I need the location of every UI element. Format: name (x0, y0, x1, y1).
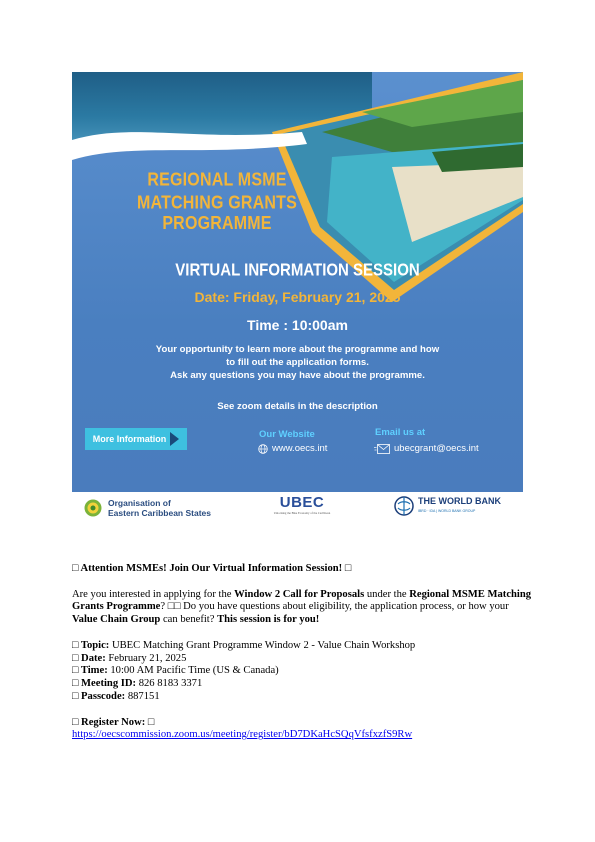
session-heading: VIRTUAL INFORMATION SESSION (175, 260, 420, 281)
intro-bold: This session is for you! (217, 614, 320, 626)
passcode-value: 887151 (125, 690, 160, 702)
meeting-id-value: 826 8183 3371 (136, 678, 203, 690)
intro-text: ? □□ Do you have questions about eligibility, the application process, or how your (160, 601, 509, 613)
intro-text: under the (364, 588, 410, 600)
passcode-label: □ Passcode: (72, 690, 126, 702)
date-value: February 21, 2025 (105, 652, 187, 664)
website-heading: Our Website (259, 429, 315, 440)
date-label: □ Date: (72, 652, 106, 664)
attention-heading: □ Attention MSMEs! Join Our Virtual Information Session! □ (72, 563, 352, 574)
session-description (72, 343, 523, 382)
email-heading: Email us at (375, 427, 426, 438)
poster-title-line1: REGIONAL MSME (147, 170, 287, 191)
session-time: Time : 10:00am (247, 317, 348, 333)
ubec-logo (262, 494, 342, 515)
desc-line: Ask any questions you may have about the programme. (170, 370, 425, 381)
zoom-note: See zoom details in the description (217, 401, 378, 412)
poster-title-line2: MATCHING GRANTS PROGRAMME (136, 193, 298, 234)
oecs-name-line1: Organisation of (108, 498, 171, 508)
sponsor-logos-bar (72, 492, 523, 523)
intro-text: can benefit? (160, 614, 218, 626)
world-bank-globe-icon (394, 496, 414, 516)
desc-line: Your opportunity to learn more about the programme and how (155, 344, 440, 355)
session-date: Date: Friday, February 21, 2025 (194, 289, 401, 305)
intro-text: Are you interested in applying for the (72, 588, 235, 600)
meeting-id-line (72, 678, 532, 691)
more-information-label: More Information (92, 434, 167, 444)
intro-bold: Regional MSME Matching Grants Programme (72, 588, 532, 613)
intro-paragraph (72, 589, 532, 627)
globe-icon (258, 444, 268, 454)
oecs-logo (84, 498, 211, 518)
intro-bold: Value Chain Group (72, 614, 161, 626)
passcode-line (72, 691, 532, 704)
time-value: 10:00 AM Pacific Time (US & Canada) (107, 665, 279, 677)
email-text: ubecgrant@oecs.int (394, 443, 479, 454)
topic-value: UBEC Matching Grant Programme Window 2 - Value Chain Workshop (109, 639, 416, 651)
world-bank-logo (394, 496, 501, 516)
email-link[interactable] (374, 443, 479, 454)
more-information-button[interactable] (85, 428, 187, 450)
meeting-id-label: □ Meeting ID: (72, 678, 137, 690)
world-bank-name: THE WORLD BANK (418, 496, 501, 506)
register-heading: □ Register Now: □ (72, 716, 155, 728)
desc-line: to fill out the application forms. (226, 357, 369, 368)
oecs-name-line2: Eastern Caribbean States (108, 508, 211, 518)
register-link[interactable]: https://oecscommission.zoom.us/meeting/register/bD7DKaHcSQqVfsfxzfS9Rw (72, 729, 413, 741)
website-text: www.oecs.int (272, 443, 328, 454)
intro-bold: Window 2 Call for Proposals (234, 588, 365, 600)
oecs-emblem-icon (84, 499, 102, 517)
topic-line (72, 640, 532, 653)
play-arrow-icon (170, 432, 179, 446)
ubec-tagline: Unlocking the Blue Economy of the Caribbean (273, 511, 331, 515)
document-body (72, 563, 532, 742)
white-wave-shape (72, 112, 312, 172)
time-line (72, 665, 532, 678)
ubec-name: UBEC (279, 494, 325, 511)
time-label: □ Time: (72, 665, 108, 677)
date-line (72, 653, 532, 666)
website-link[interactable] (258, 443, 327, 454)
topic-label: □ Topic: (72, 639, 110, 651)
event-poster (72, 72, 523, 523)
world-bank-tagline: IBRD · IDA | WORLD BANK GROUP (418, 509, 476, 513)
envelope-icon (374, 444, 390, 454)
